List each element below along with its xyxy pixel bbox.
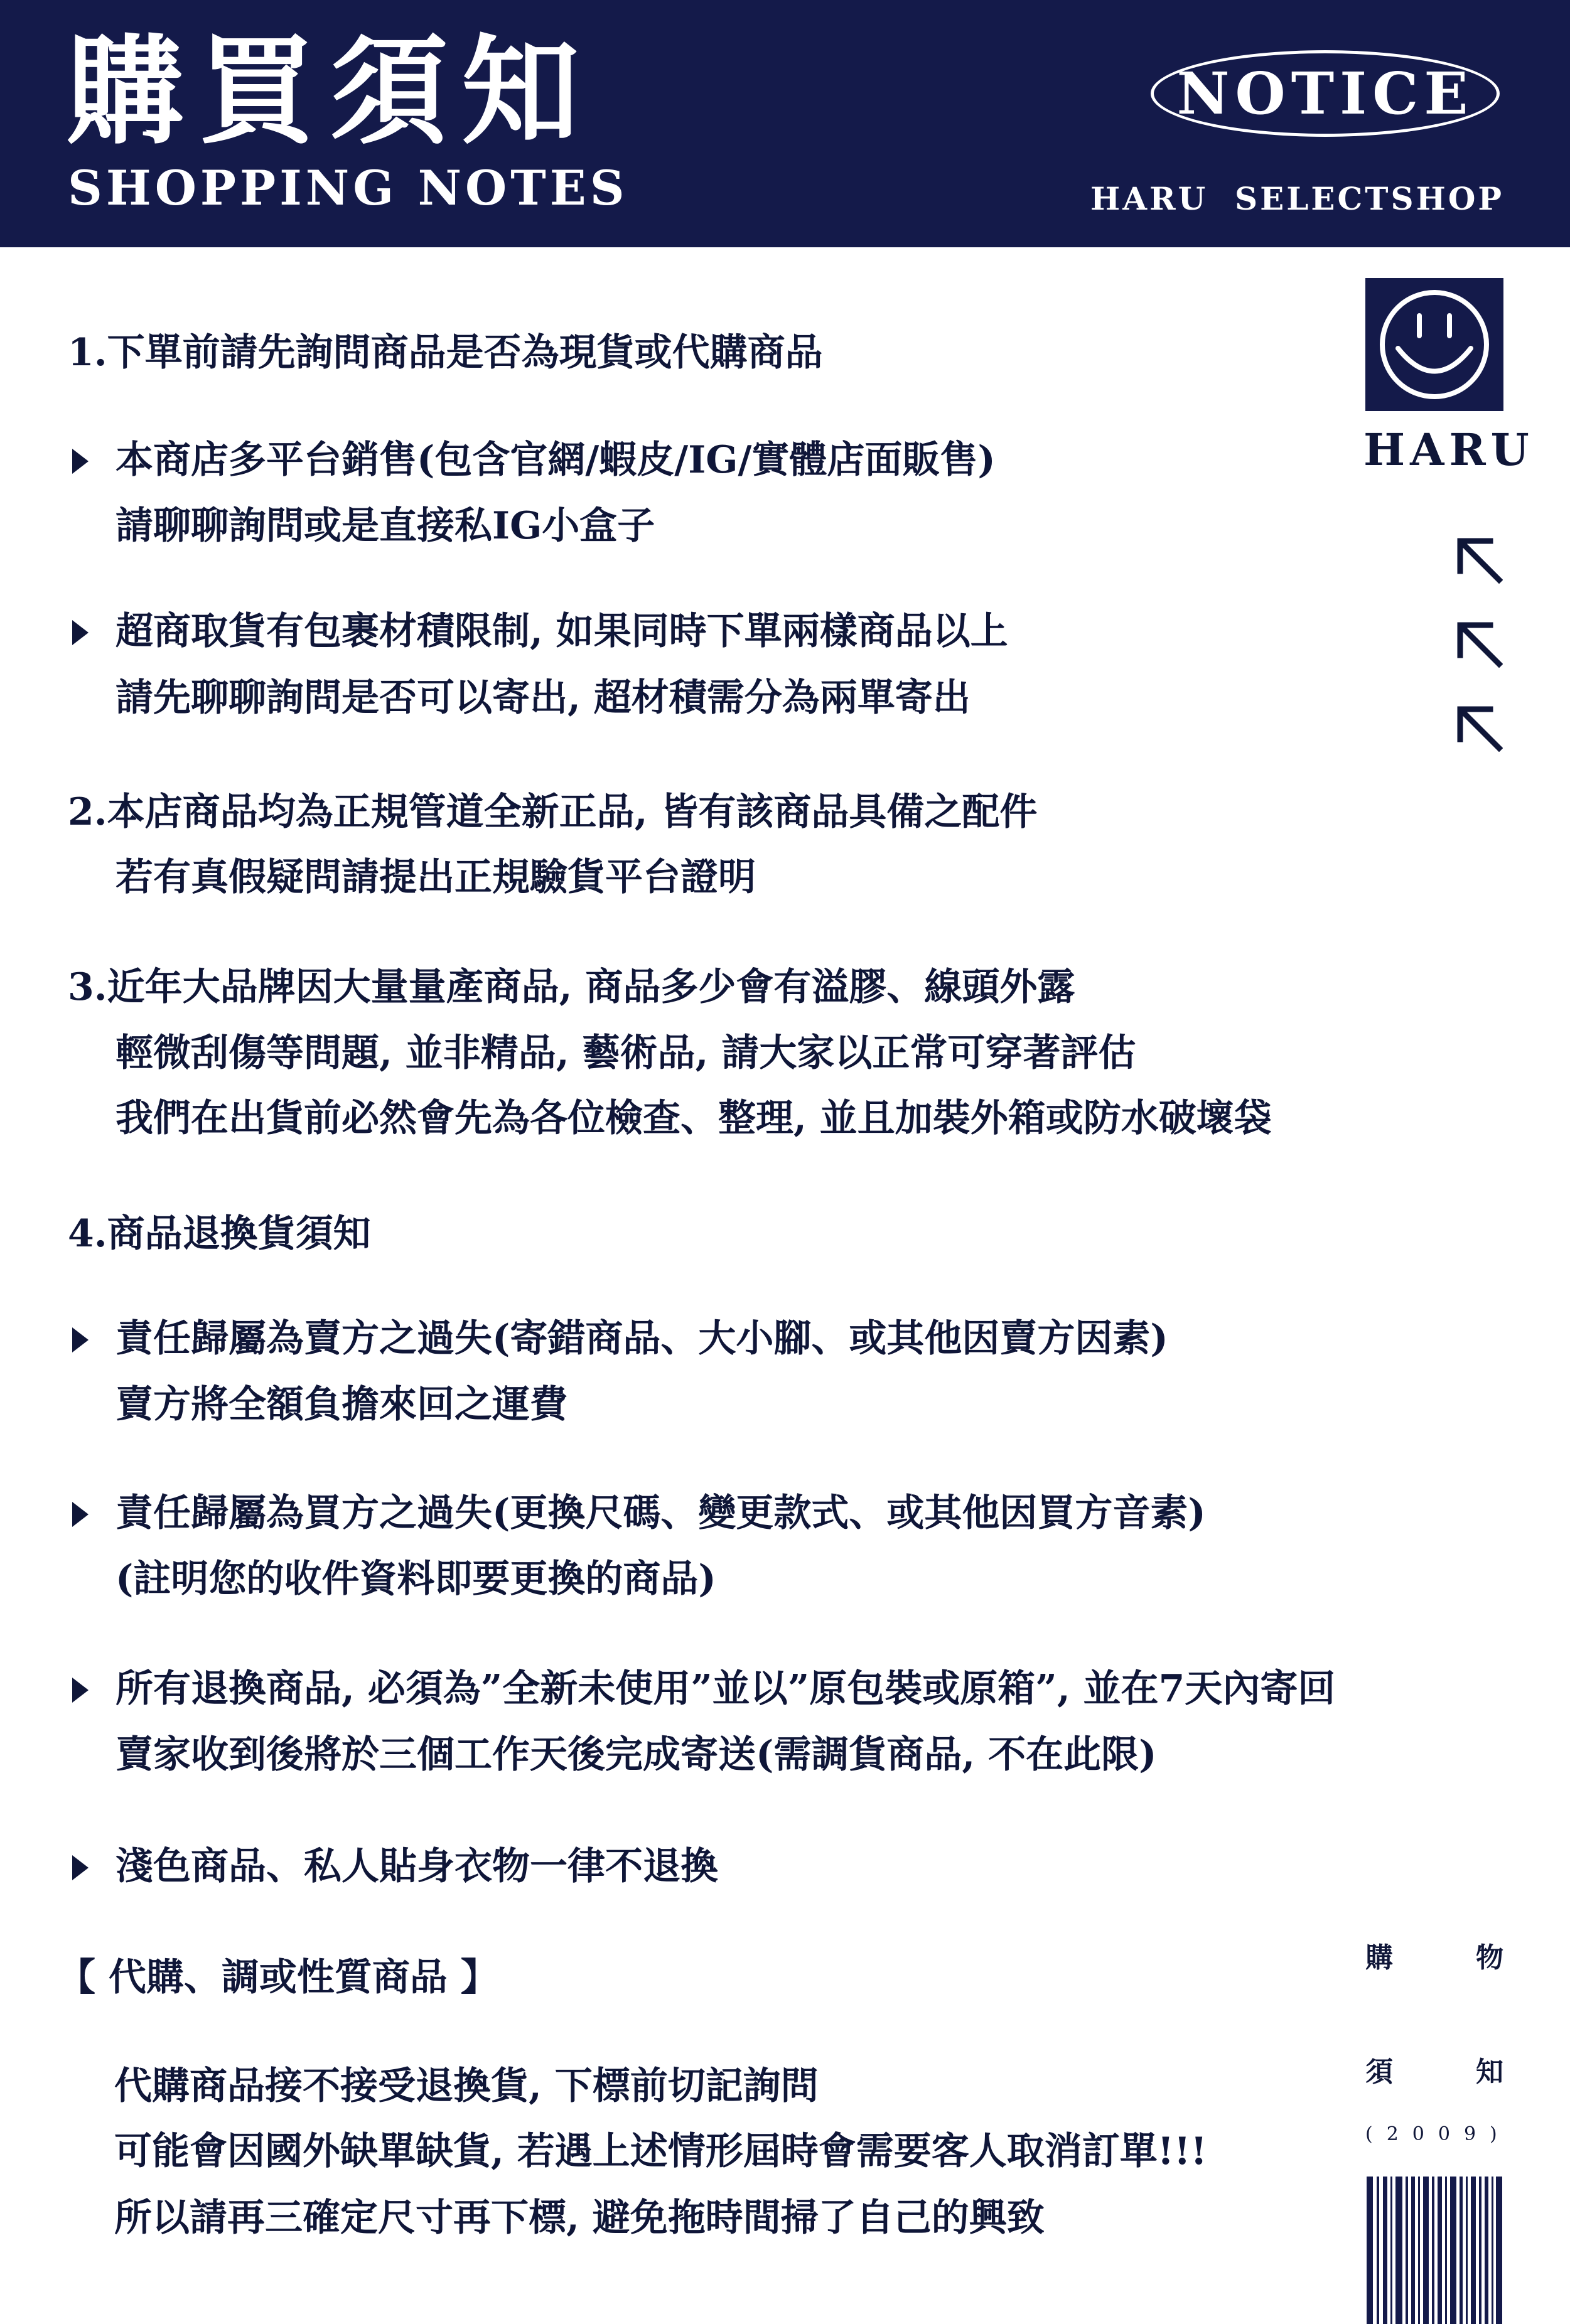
bullet-icon	[72, 620, 89, 645]
rule-item-continued: 若有真假疑問請提出正規驗貨平台證明	[116, 855, 756, 899]
stamp-char: 購	[1365, 1942, 1393, 1974]
barcode-icon	[1365, 2177, 1503, 2324]
rule-item-continued: 我們在出貨前必然會先為各位檢查、整理, 並且加裝外箱或防水破壞袋	[116, 1096, 1272, 1140]
rule-item-continued: 賣方將全額負擔來回之運費	[116, 1383, 567, 1427]
rule-item-continued: 請先聊聊詢問是否可以寄出, 超材積需分為兩單寄出	[116, 676, 970, 720]
arrow-up-left-icon	[1455, 620, 1503, 668]
bullet-icon	[72, 449, 89, 474]
bullet-icon	[72, 1502, 89, 1527]
rule-item: 淺色商品、私人貼身衣物一律不退換	[116, 1845, 718, 1888]
notice-label: NOTICE	[1176, 60, 1474, 127]
bullet-icon	[72, 1678, 89, 1703]
bullet-icon	[72, 1855, 89, 1880]
brand-name: HARU	[1363, 424, 1534, 476]
rule-item: 超商取貨有包裹材積限制, 如果同時下單兩樣商品以上	[116, 609, 1008, 653]
section-heading: 【 代購、調或性質商品 】	[58, 1956, 498, 2000]
arrow-up-left-icon	[1455, 536, 1503, 584]
rule-item-continued: 代購商品接不接受退換貨, 下標前切記詢問	[114, 2064, 819, 2108]
smiley-face-icon	[1365, 278, 1503, 411]
rule-item-continued: (註明您的收件資料即要更換的商品)	[116, 1557, 716, 1601]
header-banner	[0, 0, 1570, 247]
rule-item-continued: 輕微刮傷等問題, 並非精品, 藝術品, 請大家以正常可穿著評估	[116, 1031, 1136, 1075]
rule-heading: 4.商品退換貨須知	[68, 1212, 371, 1256]
rule-item-continued: 賣家收到後將於三個工作天後完成寄送(需調貨商品, 不在此限)	[116, 1733, 1157, 1777]
shop-name: HARU SELECTSHOP	[1090, 180, 1504, 217]
bullet-icon	[72, 1327, 89, 1352]
rule-item-continued: 請聊聊詢問或是直接私IG小盒子	[116, 504, 655, 548]
rule-item: 所有退換商品, 必須為”全新未使用”並以”原包裝或原箱”, 並在7天內寄回	[116, 1667, 1336, 1711]
rule-item: 本商店多平台銷售(包含官網/蝦皮/IG/實體店面販售)	[116, 438, 996, 482]
arrow-up-left-icon	[1455, 704, 1503, 752]
stamp-char: 須	[1365, 2056, 1393, 2088]
rule-item: 責任歸屬為買方之過失(更換尺碼、變更款式、或其他因買方音素)	[116, 1491, 1206, 1535]
notice-badge	[1151, 50, 1500, 137]
page-subtitle: SHOPPING NOTES	[68, 160, 628, 216]
page-title: 購買須知	[66, 22, 593, 161]
rule-item-continued: 所以請再三確定尺寸再下標, 避免拖時間掃了自己的興致	[114, 2196, 1045, 2240]
stamp-char: 物	[1476, 1942, 1503, 1974]
rule-heading: 2.本店商品均為正規管道全新正品, 皆有該商品具備之配件	[68, 790, 1038, 834]
rule-item: 責任歸屬為賣方之過失(寄錯商品、大小腳、或其他因賣方因素)	[116, 1317, 1168, 1361]
stamp-year: (2009)	[1365, 2123, 1511, 2145]
rule-heading: 1.下單前請先詢問商品是否為現貨或代購商品	[68, 331, 823, 375]
stamp-char: 知	[1476, 2056, 1503, 2088]
rule-item-continued: 可能會因國外缺單缺貨, 若遇上述情形屆時會需要客人取消訂單!!!	[114, 2129, 1207, 2173]
rule-heading: 3.近年大品牌因大量量產商品, 商品多少會有溢膠、線頭外露	[68, 965, 1075, 1009]
